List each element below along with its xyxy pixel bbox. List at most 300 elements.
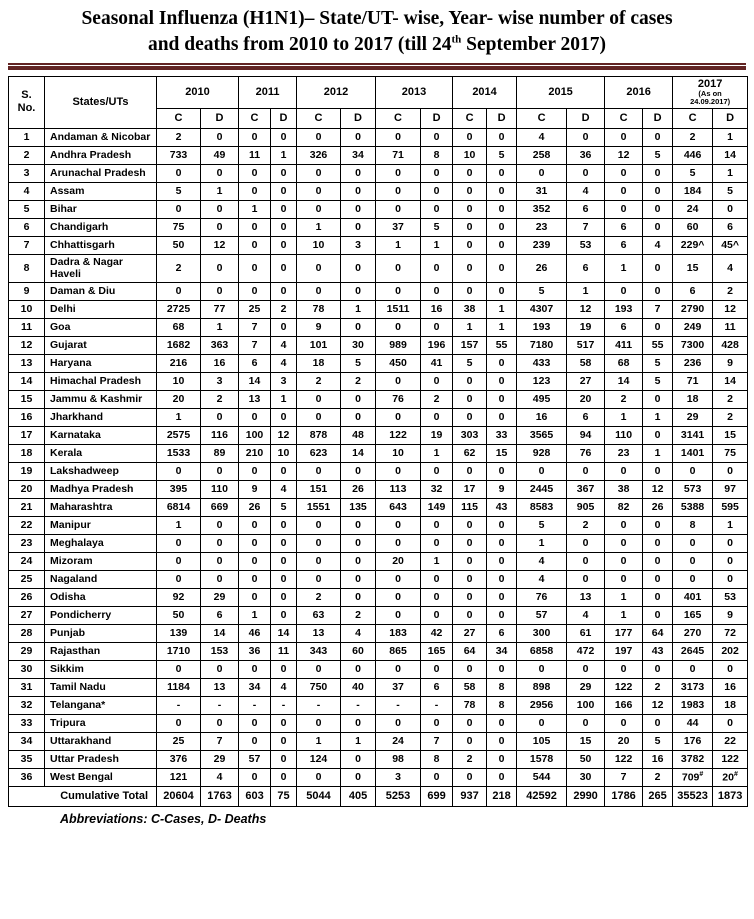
value-cell: 0 <box>341 390 376 408</box>
state-name: Punjab <box>45 624 157 642</box>
value-cell: 643 <box>376 498 421 516</box>
value-cell: 23 <box>605 444 643 462</box>
value-cell: 31 <box>517 182 567 200</box>
value-cell: 0 <box>297 462 341 480</box>
table-row <box>9 678 748 696</box>
total-row <box>9 786 748 806</box>
value-cell: 55 <box>487 336 517 354</box>
value-cell: 0 <box>643 390 673 408</box>
value-cell: 48 <box>341 426 376 444</box>
value-cell: 2956 <box>517 696 567 714</box>
influenza-table <box>8 76 748 807</box>
state-name: Manipur <box>45 516 157 534</box>
value-cell: 0 <box>643 318 673 336</box>
value-cell: 1 <box>713 128 748 146</box>
value-cell: 0 <box>376 200 421 218</box>
value-cell: 177 <box>605 624 643 642</box>
state-name: Andaman & Nicobar <box>45 128 157 146</box>
total-value-cell: 603 <box>239 786 271 806</box>
value-cell: 4 <box>567 606 605 624</box>
col-header-2015-d: D <box>567 108 605 128</box>
value-cell: 30 <box>341 336 376 354</box>
table-row <box>9 444 748 462</box>
table-row <box>9 624 748 642</box>
value-cell: 0 <box>643 254 673 282</box>
value-cell: 7 <box>239 336 271 354</box>
value-cell: 10 <box>453 146 487 164</box>
value-cell: 0 <box>453 236 487 254</box>
total-value-cell: 218 <box>487 786 517 806</box>
value-cell: 1 <box>421 236 453 254</box>
serial-number: 4 <box>9 182 45 200</box>
state-name: Bihar <box>45 200 157 218</box>
value-cell: 0 <box>713 660 748 678</box>
table-row <box>9 282 748 300</box>
value-cell: 0 <box>341 200 376 218</box>
value-cell: 0 <box>271 462 297 480</box>
serial-number: 9 <box>9 282 45 300</box>
serial-number: 15 <box>9 390 45 408</box>
value-cell: 0 <box>673 552 713 570</box>
value-cell: 239 <box>517 236 567 254</box>
total-value-cell: 75 <box>271 786 297 806</box>
value-cell: 0 <box>271 318 297 336</box>
serial-number: 8 <box>9 254 45 282</box>
value-cell: 3 <box>376 768 421 786</box>
table-row <box>9 372 748 390</box>
value-cell: 101 <box>297 336 341 354</box>
value-cell: 1 <box>643 444 673 462</box>
value-cell: 216 <box>157 354 201 372</box>
value-cell: 4 <box>713 254 748 282</box>
value-cell: 10 <box>376 444 421 462</box>
year-2017-date: 24.09.2017) <box>690 97 731 107</box>
value-cell: 11 <box>239 146 271 164</box>
value-cell: 0 <box>201 516 239 534</box>
serial-number: 33 <box>9 714 45 732</box>
value-cell: 2 <box>271 300 297 318</box>
value-cell: 60 <box>673 218 713 236</box>
value-cell: 94 <box>567 426 605 444</box>
value-cell: 4 <box>201 768 239 786</box>
value-cell: 2 <box>673 128 713 146</box>
value-cell: 10 <box>271 444 297 462</box>
value-cell: 0 <box>239 534 271 552</box>
state-name: Madhya Pradesh <box>45 480 157 498</box>
value-cell: 5 <box>421 218 453 236</box>
value-cell: 0 <box>453 606 487 624</box>
serial-number: 17 <box>9 426 45 444</box>
value-cell: 14 <box>341 444 376 462</box>
value-cell: 11 <box>713 318 748 336</box>
value-cell: 0 <box>271 200 297 218</box>
value-cell: 1 <box>157 408 201 426</box>
value-cell: 0 <box>341 768 376 786</box>
state-name: Assam <box>45 182 157 200</box>
value-cell: 3 <box>271 372 297 390</box>
value-cell: 0 <box>567 570 605 588</box>
value-cell: 50 <box>157 236 201 254</box>
value-cell: 0 <box>567 164 605 182</box>
value-cell: 517 <box>567 336 605 354</box>
table-row <box>9 200 748 218</box>
value-cell: 865 <box>376 642 421 660</box>
value-cell: 196 <box>421 336 453 354</box>
value-cell: 23 <box>517 218 567 236</box>
state-name: Jharkhand <box>45 408 157 426</box>
value-cell: 122 <box>605 750 643 768</box>
value-cell: 352 <box>517 200 567 218</box>
value-cell: 249 <box>673 318 713 336</box>
value-cell: 5 <box>517 516 567 534</box>
state-name: West Bengal <box>45 768 157 786</box>
value-cell: 13 <box>297 624 341 642</box>
value-cell: 1 <box>239 606 271 624</box>
value-cell: 4 <box>643 236 673 254</box>
value-cell: 0 <box>271 660 297 678</box>
value-cell: 0 <box>421 408 453 426</box>
value-cell: 0 <box>239 218 271 236</box>
value-cell: 89 <box>201 444 239 462</box>
value-cell: 0 <box>239 660 271 678</box>
value-cell: 0 <box>341 660 376 678</box>
total-label: Cumulative Total <box>9 786 157 806</box>
state-name: Goa <box>45 318 157 336</box>
value-cell: 0 <box>453 182 487 200</box>
value-cell: 10 <box>157 372 201 390</box>
value-cell: 1983 <box>673 696 713 714</box>
value-cell: 7 <box>567 218 605 236</box>
serial-number: 22 <box>9 516 45 534</box>
year-header-row <box>9 76 748 108</box>
value-cell: 78 <box>297 300 341 318</box>
serial-number: 23 <box>9 534 45 552</box>
state-name: Arunachal Pradesh <box>45 164 157 182</box>
value-cell: 36 <box>567 146 605 164</box>
serial-number: 27 <box>9 606 45 624</box>
value-cell: 34 <box>487 642 517 660</box>
state-name: Gujarat <box>45 336 157 354</box>
value-cell: 7 <box>605 768 643 786</box>
value-cell: 0 <box>297 200 341 218</box>
value-cell: 0 <box>605 462 643 480</box>
value-cell: 0 <box>453 218 487 236</box>
value-cell: 1 <box>376 236 421 254</box>
value-cell: 0 <box>453 588 487 606</box>
value-cell: 49 <box>201 146 239 164</box>
value-cell: 16 <box>517 408 567 426</box>
value-cell: 0 <box>376 660 421 678</box>
serial-number: 26 <box>9 588 45 606</box>
value-cell: 37 <box>376 218 421 236</box>
value-cell: 0 <box>487 534 517 552</box>
value-cell: 61 <box>567 624 605 642</box>
value-cell: 0 <box>271 516 297 534</box>
value-cell: 122 <box>376 426 421 444</box>
value-cell: 1578 <box>517 750 567 768</box>
value-cell: 0 <box>201 282 239 300</box>
col-header-2011-c: C <box>239 108 271 128</box>
col-header-2011-d: D <box>271 108 297 128</box>
value-cell: 26 <box>643 498 673 516</box>
value-cell: 0 <box>376 254 421 282</box>
value-cell: 1 <box>605 588 643 606</box>
value-cell: - <box>239 696 271 714</box>
value-cell: 20 <box>376 552 421 570</box>
state-name: Andhra Pradesh <box>45 146 157 164</box>
value-cell: 0 <box>713 714 748 732</box>
value-cell: 4 <box>271 678 297 696</box>
value-cell: 6 <box>567 254 605 282</box>
value-cell: 1 <box>201 318 239 336</box>
table-row <box>9 498 748 516</box>
value-cell: 38 <box>453 300 487 318</box>
value-cell: 6 <box>487 624 517 642</box>
col-header-2017-c: C <box>673 108 713 128</box>
state-name: Chhattisgarh <box>45 236 157 254</box>
value-cell: 7 <box>239 318 271 336</box>
value-cell: 401 <box>673 588 713 606</box>
value-cell: 4 <box>271 336 297 354</box>
value-cell: 0 <box>297 516 341 534</box>
col-header-2011: 2011 <box>239 76 297 108</box>
value-cell: 0 <box>297 534 341 552</box>
state-name: Kerala <box>45 444 157 462</box>
value-cell: 6814 <box>157 498 201 516</box>
value-cell: 64 <box>643 624 673 642</box>
value-cell: 72 <box>713 624 748 642</box>
value-cell: 1 <box>643 408 673 426</box>
col-header-2012-d: D <box>341 108 376 128</box>
value-cell: 6 <box>605 236 643 254</box>
value-cell: 595 <box>713 498 748 516</box>
value-cell: 709# <box>673 768 713 786</box>
value-cell: 0 <box>487 552 517 570</box>
value-cell: 0 <box>453 768 487 786</box>
value-cell: 363 <box>201 336 239 354</box>
value-cell: 928 <box>517 444 567 462</box>
value-cell: 2 <box>297 588 341 606</box>
value-cell: 2725 <box>157 300 201 318</box>
state-name: Meghalaya <box>45 534 157 552</box>
value-cell: 0 <box>453 372 487 390</box>
value-cell: 9 <box>713 606 748 624</box>
col-header-2015: 2015 <box>517 76 605 108</box>
value-cell: 0 <box>271 182 297 200</box>
value-cell: 10 <box>297 236 341 254</box>
value-cell: 0 <box>643 588 673 606</box>
value-cell: 12 <box>567 300 605 318</box>
value-cell: 124 <box>297 750 341 768</box>
value-cell: 3 <box>341 236 376 254</box>
value-cell: 2 <box>157 254 201 282</box>
value-cell: 0 <box>487 372 517 390</box>
value-cell: 0 <box>239 236 271 254</box>
total-value-cell: 699 <box>421 786 453 806</box>
value-cell: 14 <box>271 624 297 642</box>
value-cell: 0 <box>643 282 673 300</box>
value-cell: 64 <box>453 642 487 660</box>
value-cell: 0 <box>605 164 643 182</box>
value-cell: 1551 <box>297 498 341 516</box>
value-cell: 58 <box>453 678 487 696</box>
value-cell: 149 <box>421 498 453 516</box>
value-cell: 0 <box>673 462 713 480</box>
value-cell: 0 <box>487 390 517 408</box>
state-name: Chandigarh <box>45 218 157 236</box>
table-row <box>9 236 748 254</box>
value-cell: 0 <box>567 714 605 732</box>
value-cell: 184 <box>673 182 713 200</box>
year-2017-label: 2017 <box>697 77 723 90</box>
value-cell: 0 <box>487 462 517 480</box>
value-cell: 27 <box>567 372 605 390</box>
value-cell: 0 <box>341 218 376 236</box>
value-cell: 9 <box>487 480 517 498</box>
value-cell: 0 <box>297 714 341 732</box>
col-header-2016-d: D <box>643 108 673 128</box>
value-cell: 116 <box>201 426 239 444</box>
value-cell: 5 <box>643 146 673 164</box>
state-name: Tamil Nadu <box>45 678 157 696</box>
value-cell: 0 <box>271 750 297 768</box>
value-cell: 5 <box>487 146 517 164</box>
value-cell: 0 <box>487 182 517 200</box>
value-cell: 0 <box>341 254 376 282</box>
value-cell: 8 <box>487 678 517 696</box>
value-cell: 0 <box>421 570 453 588</box>
serial-number: 28 <box>9 624 45 642</box>
total-value-cell: 937 <box>453 786 487 806</box>
value-cell: 24 <box>673 200 713 218</box>
value-cell: 0 <box>453 282 487 300</box>
divider-thick-line <box>8 66 746 70</box>
value-cell: 0 <box>297 570 341 588</box>
value-cell: 0 <box>271 408 297 426</box>
value-cell: 0 <box>376 182 421 200</box>
value-cell: 1 <box>605 254 643 282</box>
value-cell: 40 <box>341 678 376 696</box>
value-cell: 6 <box>567 200 605 218</box>
table-row <box>9 426 748 444</box>
value-cell: 0 <box>297 768 341 786</box>
value-cell: 0 <box>297 254 341 282</box>
value-cell: 122 <box>605 678 643 696</box>
value-cell: 0 <box>271 218 297 236</box>
abbreviations-note: Abbreviations: C-Cases, D- Deaths <box>60 811 267 826</box>
value-cell: 5 <box>341 354 376 372</box>
total-value-cell: 35523 <box>673 786 713 806</box>
value-cell: 623 <box>297 444 341 462</box>
table-row <box>9 606 748 624</box>
value-cell: 428 <box>713 336 748 354</box>
serial-number: 20 <box>9 480 45 498</box>
value-cell: 30 <box>567 768 605 786</box>
col-header-2013-c: C <box>376 108 421 128</box>
table-row <box>9 696 748 714</box>
value-cell: 258 <box>517 146 567 164</box>
value-cell: 0 <box>487 236 517 254</box>
value-cell: 1 <box>157 516 201 534</box>
value-cell: 0 <box>453 714 487 732</box>
value-cell: 77 <box>201 300 239 318</box>
value-cell: 165 <box>421 642 453 660</box>
value-cell: 2 <box>605 390 643 408</box>
value-cell: 14 <box>713 146 748 164</box>
value-cell: 0 <box>421 516 453 534</box>
value-cell: 1 <box>567 282 605 300</box>
value-cell: 6 <box>239 354 271 372</box>
total-value-cell: 1763 <box>201 786 239 806</box>
value-cell: 8 <box>421 750 453 768</box>
value-cell: 0 <box>605 200 643 218</box>
value-cell: 7180 <box>517 336 567 354</box>
value-cell: 0 <box>643 714 673 732</box>
value-cell: 12 <box>605 146 643 164</box>
value-cell: 0 <box>643 426 673 444</box>
table-row <box>9 336 748 354</box>
value-cell: 5 <box>157 182 201 200</box>
value-cell: 0 <box>297 164 341 182</box>
value-cell: 1 <box>271 390 297 408</box>
value-cell: 13 <box>239 390 271 408</box>
value-cell: 11 <box>271 642 297 660</box>
value-cell: 98 <box>376 750 421 768</box>
total-value-cell: 5044 <box>297 786 341 806</box>
value-cell: 0 <box>453 408 487 426</box>
col-header-2012-c: C <box>297 108 341 128</box>
value-cell: 0 <box>421 462 453 480</box>
value-cell: 0 <box>453 552 487 570</box>
value-cell: 0 <box>341 282 376 300</box>
table-row <box>9 552 748 570</box>
value-cell: 0 <box>201 164 239 182</box>
value-cell: 0 <box>421 768 453 786</box>
value-cell: 4 <box>271 480 297 498</box>
value-cell: 2 <box>567 516 605 534</box>
value-cell: 38 <box>605 480 643 498</box>
table-row <box>9 354 748 372</box>
total-value-cell: 1873 <box>713 786 748 806</box>
value-cell: 0 <box>157 282 201 300</box>
value-cell: 5 <box>643 354 673 372</box>
value-cell: 0 <box>421 714 453 732</box>
table-row <box>9 254 748 282</box>
value-cell: 0 <box>271 570 297 588</box>
value-cell: 0 <box>341 408 376 426</box>
value-cell: 193 <box>517 318 567 336</box>
value-cell: 202 <box>713 642 748 660</box>
value-cell: 0 <box>487 218 517 236</box>
total-value-cell: 20604 <box>157 786 201 806</box>
col-header-states: States/UTs <box>45 76 157 128</box>
value-cell: 6 <box>201 606 239 624</box>
value-cell: 0 <box>341 128 376 146</box>
value-cell: 0 <box>605 570 643 588</box>
state-name: Jammu & Kashmir <box>45 390 157 408</box>
value-cell: 1533 <box>157 444 201 462</box>
col-header-2014: 2014 <box>453 76 517 108</box>
value-cell: 750 <box>297 678 341 696</box>
value-cell: 0 <box>643 606 673 624</box>
table-body <box>9 128 748 806</box>
value-cell: 0 <box>239 552 271 570</box>
value-cell: - <box>297 696 341 714</box>
value-cell: 75 <box>157 218 201 236</box>
value-cell: 3141 <box>673 426 713 444</box>
value-cell: 0 <box>341 318 376 336</box>
value-cell: 97 <box>713 480 748 498</box>
